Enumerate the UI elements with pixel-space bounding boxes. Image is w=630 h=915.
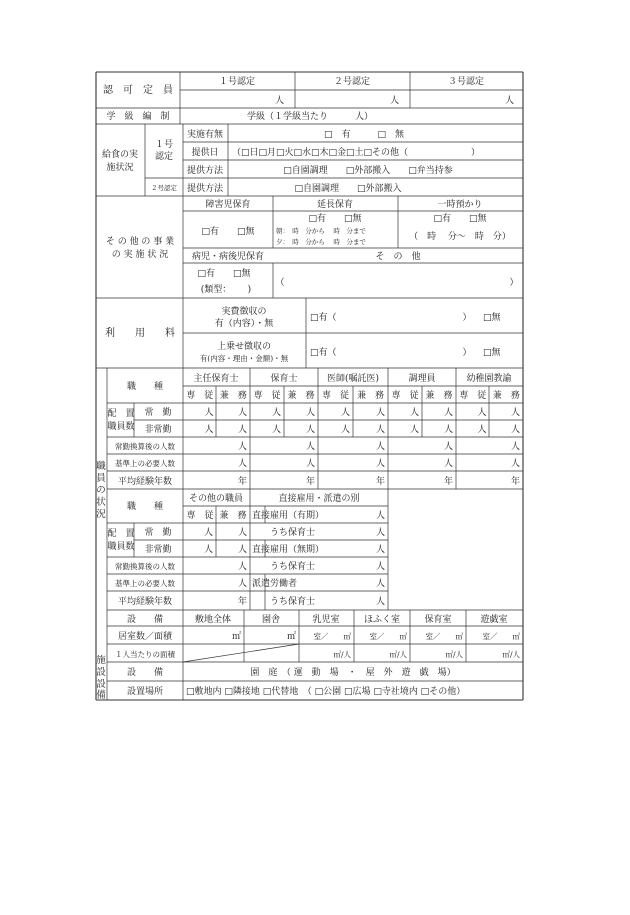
location-options: □敷地内 □隣接地 □代替地 （ □公園 □広場 □寺社境内 □その他）	[186, 687, 466, 697]
full-time-dedicated-2: 人	[271, 408, 281, 418]
converted-label: 常勤換算後の人数	[115, 442, 175, 451]
meals-method2-label: 提供方法	[186, 184, 224, 194]
staff-vertical-4: 状	[96, 497, 106, 508]
crawling-room-per-person: ㎡/人	[389, 650, 407, 659]
extended-care-evening: 夕： 時 分から 時 分まで	[276, 238, 366, 246]
lower-unit-required: 人	[237, 579, 247, 589]
full-time-concurrent-2: 人	[305, 408, 315, 418]
avg-years-label: 平均経験年数	[117, 477, 173, 487]
converted-unit-5: 人	[510, 442, 520, 452]
right-unit-6: 人	[375, 597, 385, 607]
dedicated-label-3: 専 従	[321, 391, 350, 401]
facility-header-3: 乳児室	[312, 615, 340, 625]
dispatched-label: 派遣労働者	[252, 579, 298, 589]
equipment-label-2: 設 備	[126, 668, 164, 678]
full-time-label-l: 常 勤	[144, 528, 172, 538]
converted-unit-2: 人	[305, 442, 315, 452]
crawling-room-area: 室／ ㎡	[369, 632, 407, 641]
surcharge-yes: □有（ ）	[310, 348, 472, 358]
extended-care-options: □有 □無	[308, 214, 362, 224]
other-label: そ の 他	[375, 252, 421, 262]
full-time-dedicated-3: 人	[340, 408, 350, 418]
dedicated-label-2: 専 従	[253, 391, 281, 401]
other-services-label-1: そ の 他 の 事 業	[105, 237, 175, 247]
years-unit-2: 年	[305, 477, 315, 487]
staff-vertical-3: の	[96, 485, 106, 496]
extended-care-label: 延長保育	[316, 200, 354, 210]
meals-label-2: 施状況	[106, 163, 134, 173]
concurrent-label-2: 兼 務	[287, 391, 315, 401]
staff-count-cells	[204, 406, 520, 487]
facility-header-1: 敷地全体	[194, 615, 232, 625]
position-3: 医師(嘱託医)	[326, 374, 380, 384]
dedicated-label-l: 専 従	[186, 511, 214, 521]
lower-unit-ft-concurrent: 人	[237, 528, 247, 538]
converted-unit-3: 人	[375, 442, 385, 452]
dedicated-label-1: 専 従	[186, 391, 214, 401]
full-time-concurrent-5: 人	[510, 408, 520, 418]
actual-cost-label-2: 有（内容）・無	[214, 319, 274, 329]
right-unit-5: 人	[375, 579, 385, 589]
years-unit-3: 年	[375, 477, 385, 487]
lower-unit-pt-concurrent: 人	[237, 545, 247, 555]
facilities-vertical-3: 設	[96, 679, 106, 690]
lower-unit-ft-dedicated: 人	[203, 528, 213, 538]
building-sqm: ㎡	[286, 632, 296, 642]
converted-unit-1: 人	[237, 442, 247, 452]
converted-unit-4: 人	[443, 442, 453, 452]
temporary-care-time-range: （ 時 分～ 時 分）	[409, 232, 511, 242]
disability-care-label: 障害児保育	[205, 200, 251, 210]
lower-unit-pt-dedicated: 人	[203, 545, 213, 555]
position-2: 保育士	[270, 374, 298, 384]
facility-header-2: 園舎	[261, 615, 281, 625]
meals-implemented-options: □ 有 □ 無	[323, 130, 405, 140]
part-time-dedicated-2: 人	[271, 425, 281, 435]
part-time-label: 非常勤	[144, 425, 172, 435]
part-time-concurrent-3: 人	[375, 425, 385, 435]
full-time-concurrent-1: 人	[237, 408, 247, 418]
placed-staff-label-1: 配 置	[107, 409, 135, 419]
accreditation-unit-1: 人	[274, 96, 284, 106]
placed-staff-label-l1: 配 置	[107, 529, 135, 539]
playroom-area: 室／ ㎡	[482, 632, 520, 641]
actual-cost-no: □無	[483, 313, 501, 323]
full-time-label: 常 勤	[144, 408, 172, 418]
direct-indef-label: 直接雇用（無期）	[252, 545, 325, 555]
avg-years-label-l: 平均経験年数	[117, 597, 173, 607]
required-unit-5: 人	[510, 459, 520, 469]
meals-no2-label: ２号認定	[151, 184, 177, 192]
part-time-concurrent-2: 人	[305, 425, 315, 435]
converted-label-l: 常勤換算後の人数	[115, 562, 175, 571]
fees-label: 利 用 料	[105, 328, 175, 339]
accreditation-unit-2: 人	[389, 96, 399, 106]
placed-staff-label-l2: 職員数	[107, 542, 135, 552]
employment-type-label: 直接雇用・派遣の別	[278, 494, 360, 504]
part-time-dedicated-4: 人	[409, 425, 419, 435]
other-staff-label: その他の職員	[188, 494, 244, 504]
job-type-label-2: 職 種	[126, 502, 164, 512]
full-time-dedicated-4: 人	[409, 408, 419, 418]
full-time-concurrent-4: 人	[443, 408, 453, 418]
accreditation-section	[103, 75, 514, 106]
actual-cost-label-1: 実費徴収の	[221, 307, 267, 317]
other-paren: （ ）	[275, 278, 519, 288]
garden-label: 園 庭 （ 運 動 場 ・ 屋 外 遊 戯 場）	[250, 668, 456, 678]
meals-method2-options: □自園調理 □外部搬入	[294, 184, 402, 194]
accreditation-header-3: ３号認定	[447, 77, 485, 87]
staff-section	[96, 372, 520, 607]
temporary-care-label: 一時預かり	[437, 200, 483, 210]
staff-vertical-2: 員	[96, 473, 106, 484]
required-unit-2: 人	[305, 459, 315, 469]
meals-label-1: 給食の実	[101, 150, 139, 160]
lower-unit-converted: 人	[237, 562, 247, 572]
meals-no1-label-1: １号	[154, 140, 174, 150]
right-unit-3: 人	[375, 545, 385, 555]
right-unit-1: 人	[375, 511, 385, 521]
facility-header-4: ほふく室	[363, 615, 401, 625]
part-time-concurrent-4: 人	[443, 425, 453, 435]
other-services-label-2: の 実 施 状 況	[111, 250, 169, 260]
right-unit-2: 人	[375, 528, 385, 538]
accreditation-header-2: ２号認定	[333, 77, 371, 87]
part-time-dedicated-5: 人	[477, 425, 487, 435]
facility-header-5: 保育室	[424, 615, 452, 625]
facilities-vertical-2: 設	[96, 667, 106, 678]
of-which-nursery-3: うち保育士	[270, 597, 316, 607]
meals-method-label: 提供方法	[186, 166, 224, 176]
surcharge-no: □無	[483, 348, 501, 358]
infant-room-area: 室／ ㎡	[313, 632, 351, 641]
extended-care-morning: 朝： 時 分から 時 分まで	[276, 227, 366, 235]
infant-room-per-person: ㎡/人	[333, 650, 351, 659]
other-services-section	[106, 198, 519, 295]
full-time-dedicated-1: 人	[204, 408, 214, 418]
required-unit-3: 人	[375, 459, 385, 469]
position-5: 幼稚園教諭	[466, 374, 512, 384]
actual-cost-yes: □有（ ）	[310, 313, 472, 323]
facilities-vertical-1: 施	[96, 655, 106, 666]
concurrent-label-l: 兼 務	[219, 511, 247, 521]
placed-staff-label-2: 職員数	[107, 422, 135, 432]
part-time-dedicated-3: 人	[340, 425, 350, 435]
rooms-area-label: 居室数／面積	[117, 632, 173, 642]
required-unit-1: 人	[237, 459, 247, 469]
meals-implemented-label: 実施有無	[186, 130, 224, 140]
lower-unit-years: 年	[237, 597, 247, 607]
area-per-person-label: １人当たりの面積	[115, 650, 175, 659]
years-unit-1: 年	[237, 477, 247, 487]
right-unit-4: 人	[375, 562, 385, 572]
sick-child-care-label: 病児・病後児保育	[191, 252, 265, 262]
required-unit-4: 人	[443, 459, 453, 469]
meals-method-options: □自園調理 □外部搬入 □弁当持参	[283, 166, 453, 176]
dedicated-label-5: 専 従	[459, 391, 487, 401]
staff-vertical-1: 職	[96, 461, 106, 472]
site-sqm: ㎡	[231, 632, 241, 642]
location-label: 設置場所	[126, 687, 164, 697]
facility-header-6: 遊戯室	[480, 615, 508, 625]
part-time-concurrent-1: 人	[237, 425, 247, 435]
surcharge-label-1: 上乗せ徴収の	[216, 342, 272, 352]
required-label: 基準上の必要人数	[115, 459, 175, 468]
concurrent-label-4: 兼 務	[425, 391, 453, 401]
surcharge-label-2: 有(内容・理由・金額)・無	[199, 354, 289, 363]
equipment-label: 設 備	[126, 615, 164, 625]
sick-child-care-type: (類型： )	[200, 285, 252, 295]
playroom-per-person: ㎡/人	[502, 650, 520, 659]
disability-care-options: □有 □無	[201, 227, 255, 237]
job-type-label: 職 種	[126, 382, 164, 392]
part-time-concurrent-5: 人	[510, 425, 520, 435]
nursery-room-area: 室／ ㎡	[425, 632, 463, 641]
meals-section	[102, 128, 480, 194]
concurrent-label-5: 兼 務	[492, 391, 520, 401]
full-time-dedicated-5: 人	[477, 408, 487, 418]
of-which-nursery-2: うち保育士	[270, 562, 316, 572]
direct-fixed-label: 直接雇用（有期）	[252, 511, 325, 521]
part-time-dedicated-1: 人	[204, 425, 214, 435]
of-which-nursery-1: うち保育士	[270, 528, 316, 538]
meals-days-options: （□日□月□火□水□木□金□土□その他（ ）	[232, 148, 481, 158]
classes-section	[106, 110, 373, 122]
years-unit-5: 年	[510, 477, 520, 487]
staff-vertical-5: 況	[96, 509, 106, 520]
accreditation-unit-3: 人	[504, 96, 514, 106]
position-4: 調理員	[408, 374, 436, 384]
position-1: 主任保育士	[193, 374, 239, 384]
nursery-room-per-person: ㎡/人	[445, 650, 463, 659]
classes-label: 学 級 編 制	[106, 112, 170, 122]
temporary-care-options: □有 □無	[433, 214, 487, 224]
facilities-vertical-4: 備	[96, 690, 106, 701]
concurrent-label-3: 兼 務	[356, 391, 385, 401]
dedicated-label-4: 専 従	[391, 391, 419, 401]
accreditation-label: 認 可 定 員	[103, 85, 173, 96]
fees-section	[105, 305, 502, 363]
years-unit-4: 年	[443, 477, 453, 487]
sick-child-care-options: □有 □無	[197, 269, 251, 279]
accreditation-header-1: １号認定	[218, 77, 256, 87]
full-time-concurrent-3: 人	[375, 408, 385, 418]
meals-no1-label-2: 認定	[154, 152, 174, 162]
classes-content: 学級（１学級当たり 人）	[246, 112, 374, 122]
part-time-label-l: 非常勤	[144, 545, 172, 555]
concurrent-label-1: 兼 務	[219, 391, 247, 401]
meals-days-label: 提供日	[191, 148, 219, 158]
required-label-l: 基準上の必要人数	[115, 579, 175, 588]
